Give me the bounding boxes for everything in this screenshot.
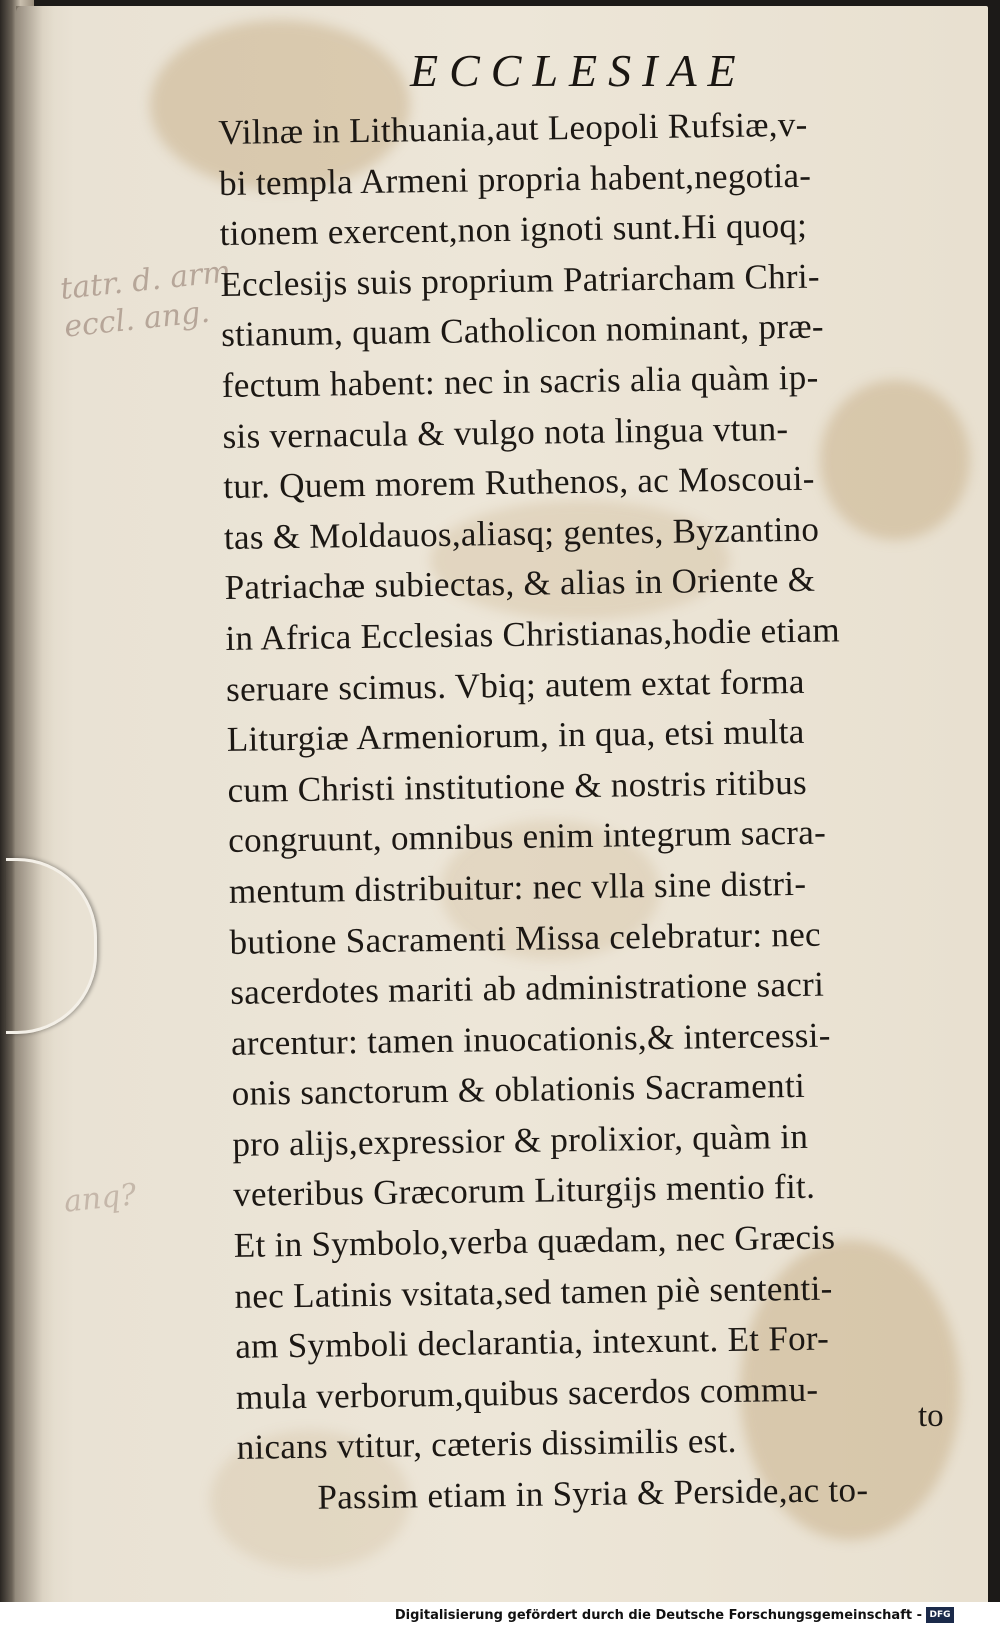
text-line: mula verborum,quibus sacerdos commu- [235, 1369, 819, 1417]
text-line: am Symboli declarantia, intexunt. Et For- [235, 1318, 830, 1367]
body-text [218, 98, 980, 1525]
text-line: nec Latinis vsitata,sed tamen piè sententi- [234, 1268, 833, 1316]
margin-note-line: tatr. d. arm [58, 254, 233, 307]
text-line: bi templa Armeni propria habent,negotia- [218, 155, 812, 203]
text-line: arcentur: tamen inuocationis,& intercessi- [230, 1015, 831, 1063]
text-line: mentum distribuitur: nec vlla sine distri- [228, 863, 807, 911]
text-line: Liturgiæ Armeniorum, in qua, etsi multa [226, 711, 805, 760]
text-line: in Africa Ecclesias Christianas,hodie etiam [225, 610, 841, 658]
gutter-shadow [16, 6, 54, 1602]
text-line: stianum, quam Catholicon nominant, præ- [220, 306, 825, 355]
funding-credit: Digitalisierung gefördert durch die Deutsche Forschungsgemeinschaft - [394, 1608, 922, 1623]
dfg-logo: DFG [926, 1607, 954, 1623]
text-line: Passim etiam in Syria & Perside,ac to- [317, 1470, 869, 1517]
text-line: tionem exercent,non ignoti sunt.Hi quoq; [219, 205, 808, 254]
text-line: nicans vtitur, cæteris dissimilis est. [236, 1421, 737, 1468]
text-line: butione Sacramenti Missa celebratur: nec [229, 914, 822, 962]
margin-note [62, 1176, 138, 1221]
margin-note-line: anq? [62, 1177, 139, 1220]
text-line: Vilnæ in Lithuania,aut Leopoli Rufsiæ,v- [218, 104, 808, 152]
text-line: seruare scimus. Vbiq; autem extat forma [225, 661, 805, 709]
text-line: tur. Quem morem Ruthenos, ac Moscoui- [223, 458, 815, 507]
text-line: Ecclesijs suis proprium Patriarcham Chri- [220, 256, 821, 304]
margin-note-line: eccl. ang. [62, 294, 212, 345]
running-header: ECCLESIAE [410, 45, 747, 96]
text-line: pro alijs,expressior & prolixior, quàm in [232, 1116, 809, 1164]
text-line: cum Christi institutione & nostris ritibus [227, 762, 808, 810]
text-line: congruunt, omnibus enim integrum sacra- [227, 812, 827, 861]
text-line: veteribus Græcorum Liturgijs mentio fit. [232, 1167, 816, 1215]
text-line: tas & Moldauos,aliasq; gentes, Byzantino [223, 509, 820, 557]
text-line: sacerdotes mariti ab administratione sacri [230, 964, 825, 1013]
text-line: onis sanctorum & oblationis Sacramenti [231, 1066, 806, 1114]
text-line: fectum habent: nec in sacris alia quàm ip- [221, 357, 819, 405]
text-line: sis vernacula & vulgo nota lingua vtun- [222, 408, 789, 456]
catchword: to [918, 1398, 944, 1434]
footer-bar [0, 1602, 1000, 1630]
text-line: Patriachæ subiectas, & alias in Oriente & [224, 560, 816, 608]
text-line: Et in Symbolo,verba quædam, nec Græcis [233, 1217, 836, 1265]
